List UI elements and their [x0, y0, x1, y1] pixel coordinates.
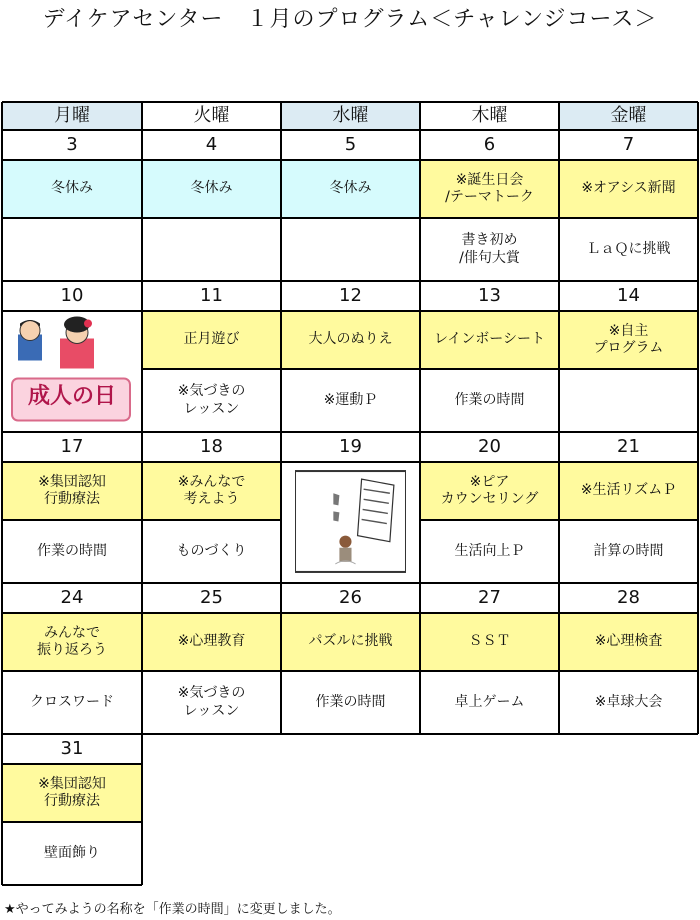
program-secondary: 生活向上Ｐ: [454, 542, 525, 559]
grid-line: [558, 583, 560, 734]
weekday-header: 水曜: [281, 102, 420, 130]
date-number: 5: [344, 133, 357, 155]
grid-line: [697, 583, 699, 734]
grid-line: [2, 582, 698, 584]
grid-line: [281, 368, 420, 370]
footnote: ★やってみようの名称を「作業の時間」に変更しました。: [4, 902, 341, 917]
date-number: 24: [60, 586, 84, 608]
grid-line: [2, 884, 142, 886]
date-number: 21: [617, 435, 640, 457]
program-primary: 冬休み: [281, 160, 420, 218]
date-number: 7: [622, 133, 635, 155]
grid-line: [2, 129, 698, 131]
grid-line: [419, 281, 421, 432]
date-number: 19: [339, 435, 362, 457]
grid-line: [142, 368, 281, 370]
program-primary: みんなで 振り返ろう: [2, 613, 142, 671]
grid-line: [559, 670, 698, 672]
program-secondary: ※気づきの レッスン: [177, 383, 246, 417]
program-secondary: [142, 218, 281, 281]
program-primary: ※自主 プログラム: [559, 311, 698, 369]
grid-line: [280, 432, 282, 583]
program-primary: ※集団認知 行動療法: [2, 764, 142, 822]
program-primary: ※ピア カウンセリング: [420, 462, 559, 520]
grid-line: [1, 432, 3, 583]
program-secondary: 卓上ゲーム: [454, 693, 525, 710]
handwritten-note-illustration: [295, 468, 406, 575]
grid-line: [2, 763, 142, 765]
program-secondary: ※気づきの レッスン: [177, 685, 246, 719]
grid-line: [1, 281, 3, 432]
program-primary: 冬休み: [2, 160, 142, 218]
program-primary: ※心理検査: [559, 613, 698, 671]
grid-line: [280, 281, 282, 432]
program-primary: ※集団認知 行動療法: [2, 462, 142, 520]
grid-line: [558, 281, 560, 432]
grid-line: [420, 368, 559, 370]
date-number: 26: [339, 586, 362, 608]
date-number: 28: [617, 586, 640, 608]
grid-line: [558, 130, 560, 281]
program-primary: ※心理教育: [142, 613, 281, 671]
grid-line: [280, 102, 282, 130]
grid-line: [141, 130, 143, 281]
program-secondary: 計算の時間: [593, 542, 664, 559]
program-primary: レインボーシート: [420, 311, 559, 369]
grid-line: [2, 519, 142, 521]
grid-line: [142, 670, 281, 672]
date-number: 18: [200, 435, 223, 457]
grid-line: [2, 159, 698, 161]
grid-line: [2, 310, 698, 312]
coming-of-age-day-illustration: [8, 315, 136, 428]
grid-line: [1, 130, 3, 281]
program-primary: ※オアシス新聞: [559, 160, 698, 218]
date-number: 20: [478, 435, 501, 457]
weekday-header: 月曜: [2, 102, 142, 130]
grid-line: [419, 432, 421, 583]
program-primary: 正月遊び: [142, 311, 281, 369]
grid-line: [420, 670, 559, 672]
program-secondary: クロスワード: [30, 693, 114, 710]
grid-line: [141, 281, 143, 432]
grid-line: [1, 102, 3, 130]
grid-line: [281, 217, 420, 219]
grid-line: [697, 102, 699, 130]
grid-line: [419, 583, 421, 734]
date-number: 3: [66, 133, 78, 155]
date-number: 14: [617, 284, 640, 306]
program-secondary: 作業の時間: [454, 391, 525, 408]
grid-line: [2, 733, 698, 735]
grid-line: [141, 583, 143, 734]
grid-line: [2, 612, 698, 614]
grid-line: [558, 102, 560, 130]
date-number: 11: [200, 284, 223, 306]
grid-line: [559, 217, 698, 219]
date-number: 25: [200, 586, 223, 608]
grid-line: [697, 281, 699, 432]
grid-line: [280, 130, 282, 281]
grid-line: [1, 734, 3, 885]
date-number: 17: [60, 435, 84, 457]
grid-line: [420, 217, 559, 219]
grid-line: [141, 432, 143, 583]
grid-line: [697, 432, 699, 583]
program-primary: ＳＳＴ: [420, 613, 559, 671]
date-number: 31: [60, 737, 84, 759]
grid-line: [142, 217, 281, 219]
grid-line: [1, 583, 3, 734]
grid-line: [2, 821, 142, 823]
program-secondary: 作業の時間: [37, 542, 107, 559]
program-primary: ※誕生日会 /テーマトーク: [420, 160, 559, 218]
grid-line: [559, 368, 698, 370]
program-secondary: [2, 218, 142, 281]
program-secondary: 壁面飾り: [44, 844, 100, 861]
grid-line: [141, 102, 143, 130]
program-secondary: ものづくり: [176, 542, 247, 559]
date-number: 4: [205, 133, 218, 155]
weekday-header: 火曜: [142, 102, 281, 130]
program-primary: ※みんなで 考えよう: [142, 462, 281, 520]
program-primary: パズルに挑戦: [281, 613, 420, 671]
grid-line: [2, 280, 698, 282]
program-primary: ※生活リズムＰ: [559, 462, 698, 520]
grid-line: [2, 101, 698, 103]
grid-line: [281, 670, 420, 672]
program-primary: 冬休み: [142, 160, 281, 218]
grid-line: [419, 130, 421, 281]
weekday-header: 金曜: [559, 102, 698, 130]
program-secondary: 作業の時間: [315, 693, 386, 710]
date-number: 27: [478, 586, 501, 608]
date-number: 13: [478, 284, 501, 306]
date-number: 6: [483, 133, 496, 155]
program-secondary: ＬａＱに挑戦: [586, 240, 671, 257]
calendar-table: [2, 102, 698, 885]
date-number: 12: [339, 284, 362, 306]
grid-line: [2, 431, 698, 433]
grid-line: [141, 734, 143, 885]
grid-line: [558, 432, 560, 583]
date-number: 10: [60, 284, 84, 306]
grid-line: [697, 130, 699, 281]
grid-line: [142, 519, 281, 521]
grid-line: [2, 461, 698, 463]
coming-of-age-day-label: 成人の日: [27, 384, 116, 409]
program-secondary: ※運動Ｐ: [323, 391, 378, 408]
grid-line: [2, 670, 142, 672]
grid-line: [419, 102, 421, 130]
program-secondary: [559, 369, 698, 432]
grid-line: [280, 583, 282, 734]
grid-line: [559, 519, 698, 521]
program-secondary: [281, 218, 420, 281]
page-title: デイケアセンター １月のプログラム＜チャレンジコース＞: [42, 7, 658, 32]
grid-line: [2, 217, 142, 219]
program-secondary: 書き初め /俳句大賞: [459, 232, 520, 266]
program-primary: 大人のぬりえ: [281, 311, 420, 369]
weekday-header: 木曜: [420, 102, 559, 130]
grid-line: [420, 519, 559, 521]
program-secondary: ※卓球大会: [594, 693, 663, 710]
